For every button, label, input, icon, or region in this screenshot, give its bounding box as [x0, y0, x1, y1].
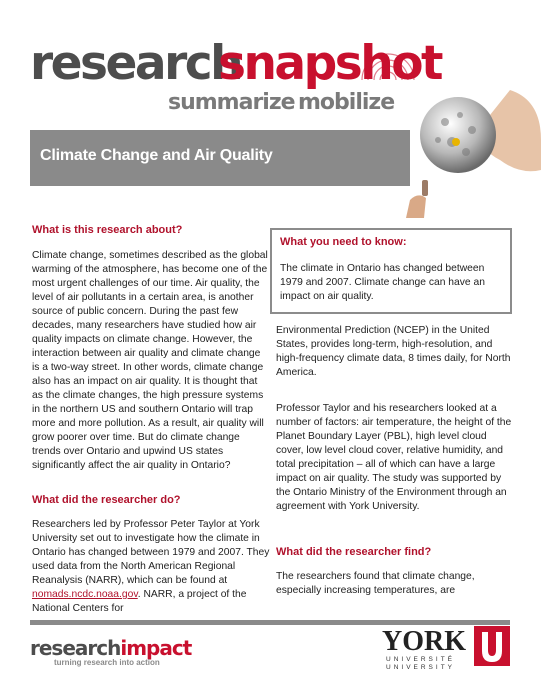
know-heading: What you need to know: — [280, 236, 407, 248]
find-heading: What did the researcher find? — [276, 546, 432, 558]
research-impact-logo — [30, 636, 191, 660]
did-heading: What did the researcher do? — [32, 494, 181, 506]
brand-logo — [30, 36, 441, 120]
brand-summarize-word: summarize — [168, 90, 295, 115]
york-name: YORK — [382, 626, 466, 657]
york-university: UNIVERSITY — [386, 664, 456, 671]
york-logo — [382, 628, 466, 656]
noaa-link[interactable]: nomads.ncdc.noaa.gov — [32, 589, 138, 600]
did-body-continued: Environmental Prediction (NCEP) in the United States, provides long-term, high-resolution, and high-frequency climate data, 8 times daily, for North America. — [276, 325, 511, 378]
ri-impact-word: impact — [120, 636, 192, 660]
brand-snapshot-word: snapshot — [218, 36, 441, 91]
about-heading: What is this research about? — [32, 224, 183, 236]
need-to-know-box — [270, 228, 512, 314]
did-body — [32, 518, 270, 616]
did-body-text: Researchers led by Professor Peter Taylor at York University set out to investigate how the climate in Ontario has changed between 1979 and 2007. They used data from the North American Regional Reanalysis (NARR), which can be found at — [32, 519, 270, 586]
footer-divider — [30, 620, 510, 625]
know-body: The climate in Ontario has changed between 1979 and 2007. Climate change can have an impact on air quality. — [280, 263, 485, 302]
york-u-icon — [474, 626, 510, 666]
ri-research-word: research — [30, 636, 121, 660]
brand-research-word: research — [30, 36, 242, 91]
did-body-paragraph-2: Professor Taylor and his researchers looked at a number of factors: air temperature, the height of the Planet Boundary Layer (PBL), high level cloud cover, low level cloud cover, relative humidity, and total precipitation – all of which can have a large impact on air quality. The study was supported by the Ontario Ministry of the Environment through an agreement with York University. — [276, 403, 512, 512]
title-banner — [30, 130, 410, 186]
did-body-end: . NARR, a project of the National Centers for — [32, 589, 247, 614]
ri-tagline: turning research into action — [54, 658, 160, 667]
page-title: Climate Change and Air Quality — [40, 147, 273, 164]
hand-globe-icon — [360, 80, 541, 220]
brand-mobilize-word: mobilize — [298, 90, 395, 115]
york-universite: UNIVERSITÉ — [386, 656, 456, 663]
find-body: The researchers found that climate change, especially increasing temperatures, are — [276, 571, 475, 596]
about-body: Climate change, sometimes described as the global warming of the atmosphere, has become one of the most urgent challenges of our time. Air quality, the level of air pollutants in a certain area, is another source of public concern. During the past few decades, many researchers have studied how air quality impacts on climate change. However, the interaction between air quality and climate change is a two-way street. In other words, climate change also has an impact on air quality. It is thought that as the climate changes, the high pressure systems in the northern US and southern Ontario will trap more and more pollution. As a result, air quality will grow poorer over time. But do climate change trends over Ontario and upwind US states significantly affect the air quality in Ontario? — [32, 250, 268, 471]
